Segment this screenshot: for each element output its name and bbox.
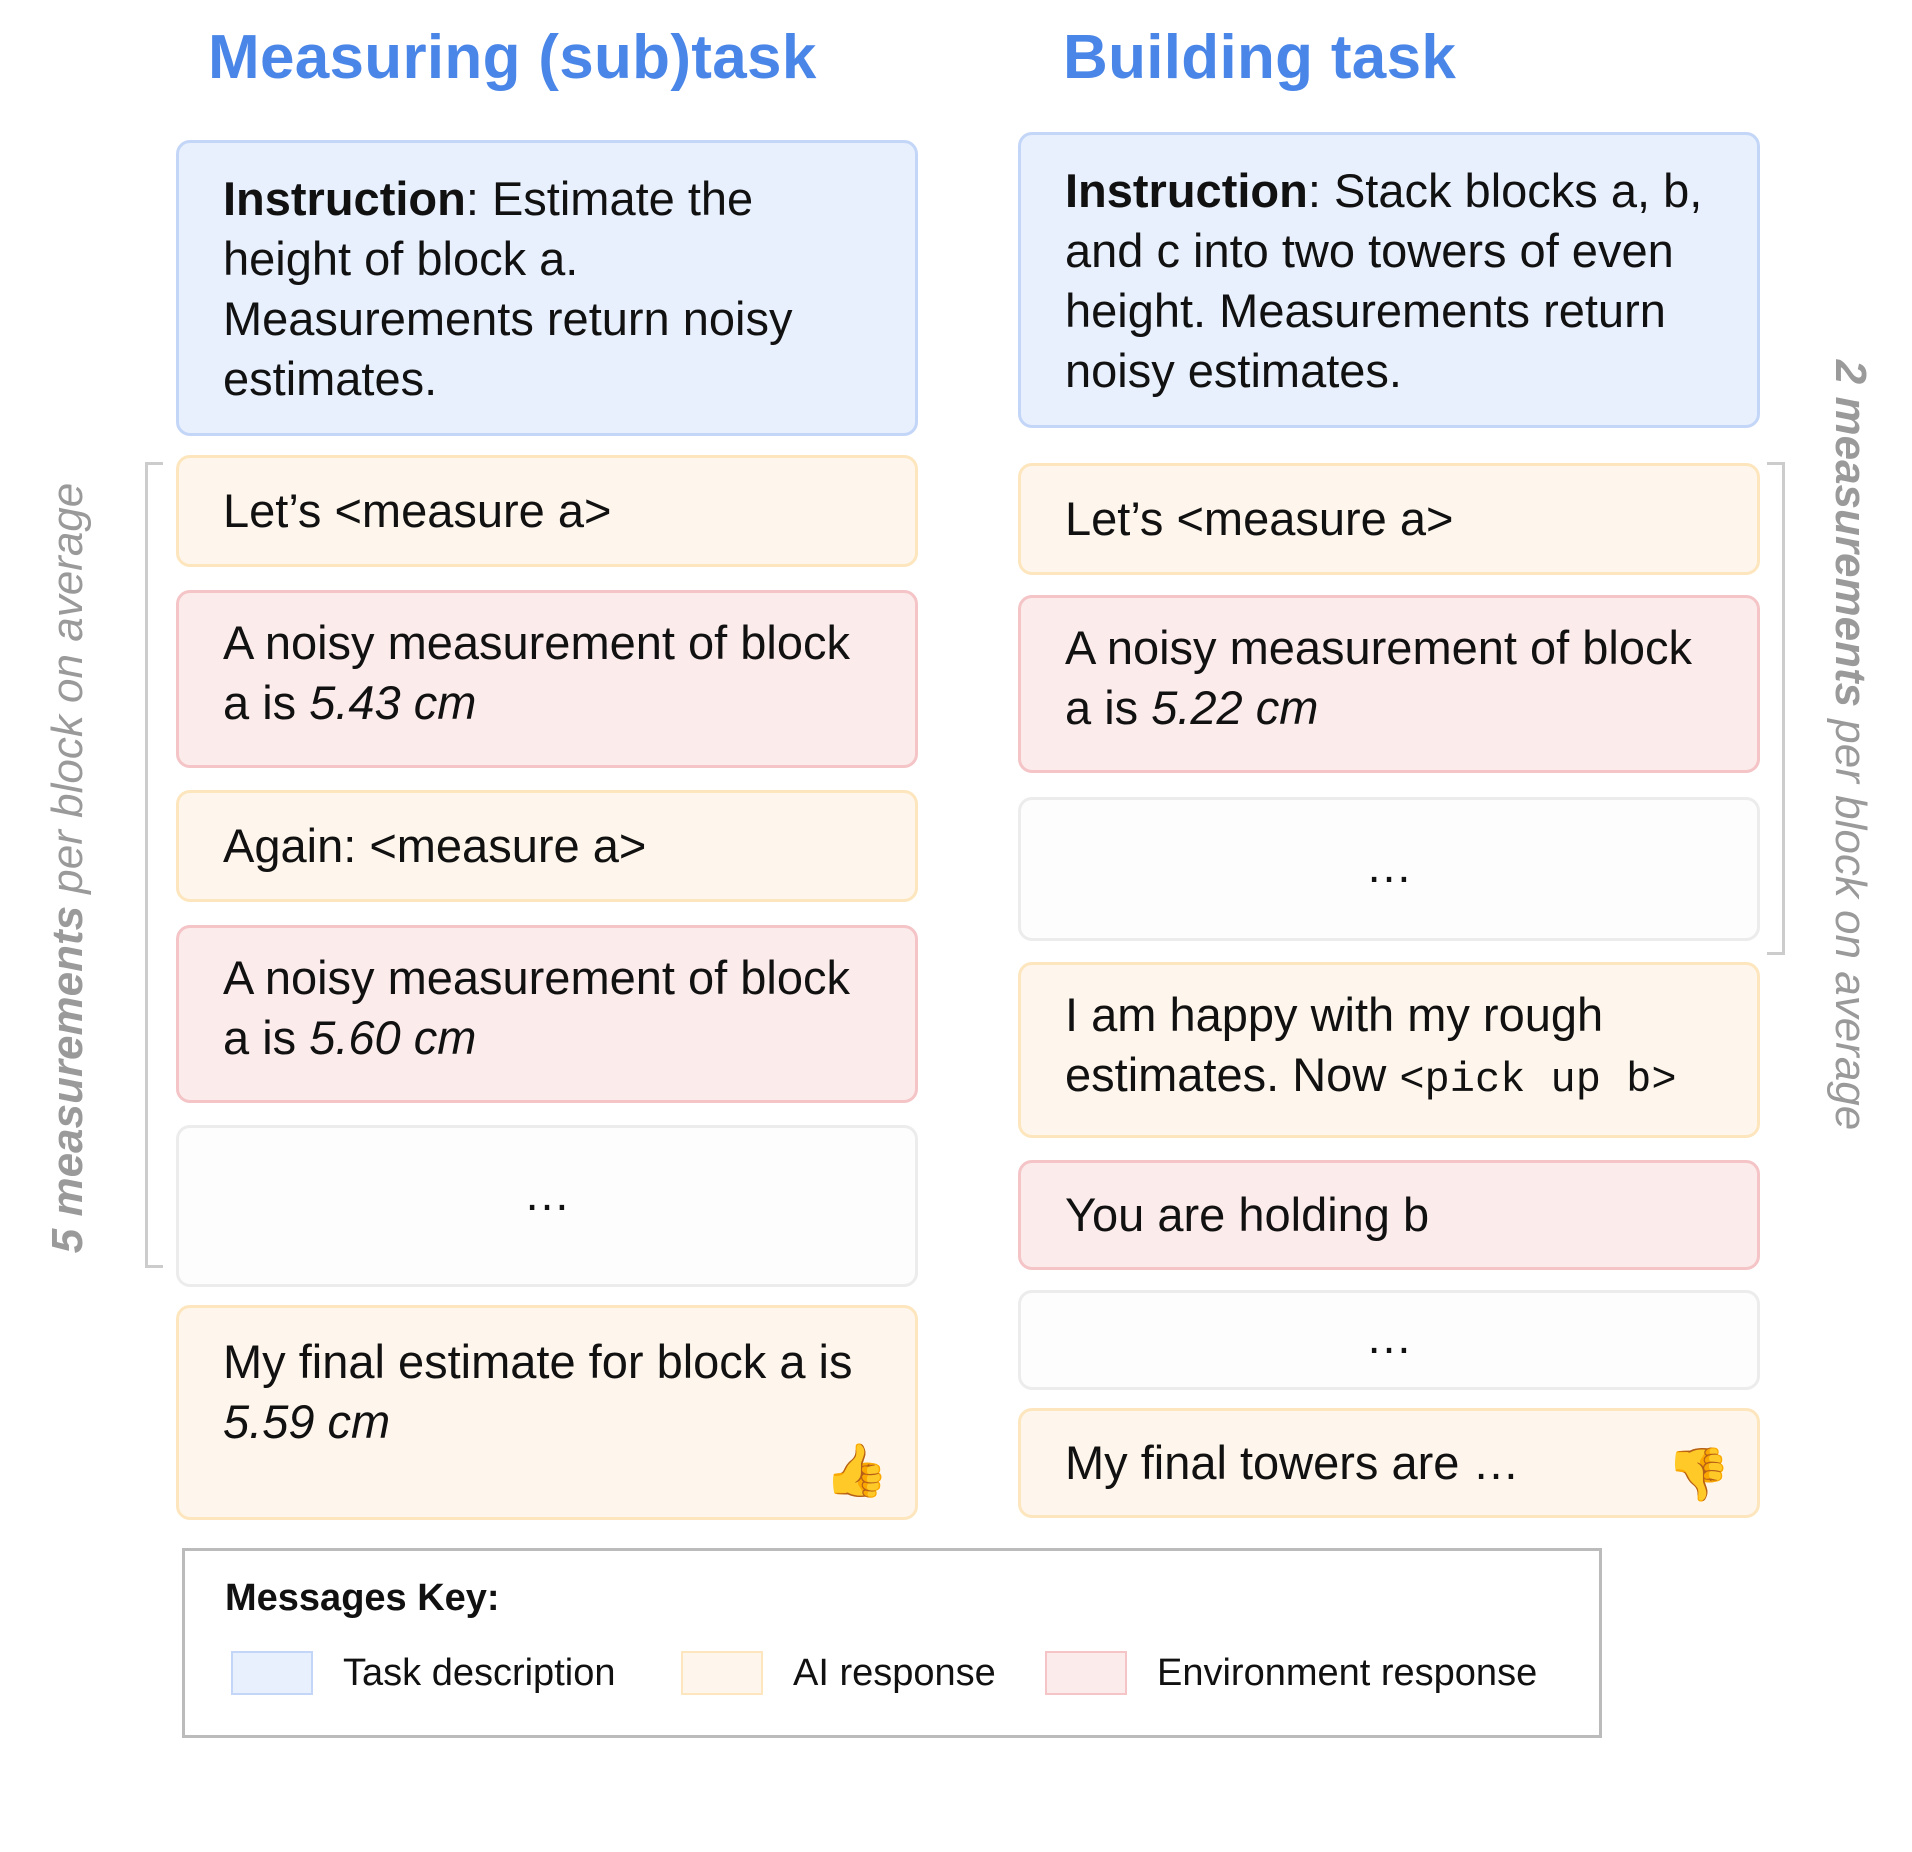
right-ai-message-2-text: I am happy with my rough estimates. Now <box>1065 988 1604 1101</box>
left-ai-message-1 <box>176 455 918 567</box>
left-env-message-1-value: 5.43 cm <box>309 676 477 729</box>
environment-response-swatch <box>1045 1651 1127 1695</box>
left-measurement-bracket <box>145 462 163 1268</box>
legend-title: Messages Key: <box>225 1577 500 1619</box>
right-ellipsis-1: … <box>1365 839 1413 892</box>
legend-item-ai-response <box>681 1651 996 1695</box>
right-measurements-rest: per block on average <box>1826 707 1875 1131</box>
left-ai-message-2-text: Again: <measure a> <box>223 819 647 872</box>
left-ellipsis: … <box>523 1167 571 1220</box>
title-measuring-subtask: Measuring (sub)task <box>208 23 817 92</box>
right-final-text: My final towers are … <box>1065 1436 1520 1489</box>
right-env-message-1-value: 5.22 cm <box>1151 681 1319 734</box>
legend-item-environment-response <box>1045 1651 1537 1695</box>
right-ellipsis-box-2 <box>1018 1290 1760 1390</box>
right-env-message-2-text: You are holding b <box>1065 1188 1430 1241</box>
left-env-message-1 <box>176 590 918 768</box>
right-instruction-text: : Stack blocks a, b, and c into two towers of even height. Measurements return noisy estimates. <box>1065 164 1703 397</box>
right-ai-message-2 <box>1018 962 1760 1138</box>
messages-key-legend <box>182 1548 1602 1738</box>
task-description-label: Task description <box>343 1651 616 1694</box>
left-measurements-rest: per block on average <box>43 482 92 906</box>
right-env-message-2 <box>1018 1160 1760 1270</box>
left-final-estimate <box>176 1305 918 1520</box>
right-instruction-box <box>1018 132 1760 428</box>
right-final-towers <box>1018 1408 1760 1518</box>
right-env-message-1 <box>1018 595 1760 773</box>
right-ai-message-2-code: <pick up b> <box>1399 1056 1677 1104</box>
left-measurements-count: 5 measurements <box>43 905 92 1254</box>
ai-response-swatch <box>681 1651 763 1695</box>
right-measurement-bracket <box>1767 462 1785 955</box>
left-instruction-text: : Estimate the height of block a. Measurements return noisy estimates. <box>223 172 793 405</box>
task-description-swatch <box>231 1651 313 1695</box>
left-ai-message-1-text: Let’s <measure a> <box>223 484 612 537</box>
left-instruction-box <box>176 140 918 436</box>
left-env-message-2 <box>176 925 918 1103</box>
right-ellipsis-2: … <box>1365 1310 1413 1363</box>
left-env-message-2-value: 5.60 cm <box>309 1011 477 1064</box>
thumbs-up-icon: 👍 <box>824 1442 889 1500</box>
right-measurements-label <box>1825 360 1875 1130</box>
ai-response-label: AI response <box>793 1651 996 1694</box>
right-measurements-count: 2 measurements <box>1826 359 1875 708</box>
legend-item-task-description <box>231 1651 615 1695</box>
right-ai-message-1 <box>1018 463 1760 575</box>
environment-response-label: Environment response <box>1157 1651 1538 1694</box>
title-building-task: Building task <box>1063 23 1457 92</box>
left-final-text: My final estimate for block a is <box>223 1335 853 1388</box>
left-env-message-1-text: A noisy measurement of block a is <box>223 616 850 729</box>
left-ai-message-2 <box>176 790 918 902</box>
left-ellipsis-box <box>176 1125 918 1287</box>
right-instruction-label: Instruction <box>1065 164 1308 217</box>
left-instruction-label: Instruction <box>223 172 466 225</box>
left-final-value: 5.59 cm <box>223 1395 391 1448</box>
right-ai-message-1-text: Let’s <measure a> <box>1065 492 1454 545</box>
thumbs-down-icon: 👎 <box>1666 1446 1731 1504</box>
right-env-message-1-text: A noisy measurement of block a is <box>1065 621 1692 734</box>
left-measurements-label <box>43 483 93 1253</box>
left-env-message-2-text: A noisy measurement of block a is <box>223 951 850 1064</box>
right-ellipsis-box-1 <box>1018 797 1760 941</box>
